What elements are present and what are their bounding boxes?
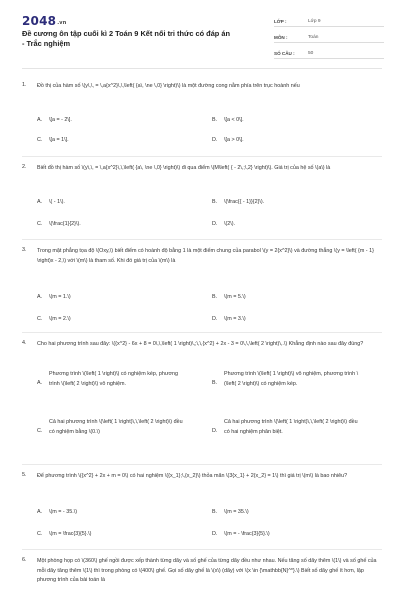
question-5 [22,472,382,544]
header-divider [22,68,382,69]
option-text: Cả hai phương trình \(\left( 1 \right)\,\,\left( 2 \right)\) đều có hai nghiệm phân biệt. [224,419,358,435]
question-text: Cho hai phương trình sau đây: \({x^2} - 6x + 8 = 0\,\,\left( 1 \right)\,;\,\,{x^2} + 2x - 3 = 0\,\,\left( 2 \right)\,.\) Khẳng định nào sau đây đúng? [37,341,364,347]
option-text: \[a > 0\]. [224,137,244,143]
option-text: \(m = - \frac{3}{5}.\) [224,531,270,537]
option-text: \[a = 1\]. [49,137,69,143]
option-letter: A. [37,509,43,515]
meta-row-subject [274,30,384,43]
option-letter: C. [37,428,43,434]
option-letter: A. [37,117,43,123]
meta-table [274,14,384,62]
option-text: \(m = 35.\) [224,509,249,515]
question-3 [22,247,382,329]
meta-row-count [274,46,384,59]
document-header [22,14,382,64]
question-6 [22,557,382,600]
question-number: 5. [22,472,27,478]
question-number: 1. [22,82,27,88]
question-1 [22,82,382,154]
option-text: \[a = - 2\]. [49,117,72,123]
option-letter: D. [212,428,218,434]
question-divider [22,332,382,333]
option-letter: B. [212,117,218,123]
option-letter: C. [37,531,43,537]
option-letter: A. [37,380,43,386]
question-number: 6. [22,557,27,563]
option-text: \(m = - 35.\) [49,509,78,515]
question-text: Trong mặt phẳng tọa độ \(Oxy,\) biết điểm có hoành độ bằng 1 là một điểm chung của parabol \(y = 2{x^2}\) và đường thẳng \(y = \left( {m - 1} \right)x - 2,\) với \(m\) là tham số. Khi đó giá trị của \(m\) là [37,248,374,264]
meta-key: SỐ CÂU : [274,51,295,56]
page-title: Đề cương ôn tập cuối kì 2 Toán 9 Kết nối tri thức có đáp án - Trắc nghiệm [22,29,230,48]
site-logo[interactable] [22,14,67,28]
option-letter: A. [37,199,43,205]
question-divider [22,549,382,550]
option-letter: D. [212,137,218,143]
question-4 [22,340,382,462]
meta-value: Lớp 9 [308,19,321,24]
option-letter: B. [212,509,218,515]
option-text: \( - 1\). [49,199,65,205]
option-text: \(\frac{1}{2}\). [49,221,81,227]
option-letter: A. [37,294,43,300]
question-text: Để phương trình \({x^2} + 2x + m = 0\) có hai nghiệm \({x_1};\,{x_2}\) thỏa mãn \(3{x_1} + 2{x_2} = 1\) thì giá trị \(m\) là bao nhiêu? [37,473,348,479]
option-text: \(m = 3.\) [224,316,246,322]
meta-key: LỚP : [274,19,287,24]
meta-value: Toán [308,35,319,40]
option-text: \(m = 2.\) [49,316,71,322]
question-divider [22,156,382,157]
meta-key: MÔN : [274,35,288,40]
option-letter: C. [37,137,43,143]
question-divider [22,464,382,465]
question-2 [22,164,382,236]
option-letter: B. [212,199,218,205]
question-text: Đồ thị của hàm số \(y\,\, = \,a{x^2}\,\,\left( {a\, \ne \,0} \right)\) là một đường cong nằm phía trên trục hoành nếu [37,83,300,89]
option-letter: B. [212,294,218,300]
meta-value: 50 [308,51,314,56]
option-text: \(m = 1.\) [49,294,71,300]
option-letter: C. [37,316,43,322]
option-letter: D. [212,221,218,227]
option-text: Phương trình \(\left( 1 \right)\) có nghiệm kép, phương trình \(\left( 2 \right)\) vô nghiệm. [49,371,179,387]
question-text: Biết đồ thị hàm số \(y\,\, = \,a{x^2}\,\,\left( {a\, \ne \,0} \right)\) đi qua điểm \(M\left( { - 2\,;\,2} \right)\). Giá trị của hệ số \(a\) là [37,165,331,171]
meta-row-class [274,14,384,27]
question-text: Một phòng họp có \(360\) ghế ngồi được xếp thành từng dãy và số ghế của từng dãy đều như nhau. Nếu tăng số dãy thêm \(1\) và số ghế của mỗi dãy tăng thêm \(1\) thì trong phòng có \(400\) ghế. Gọi số dãy ghế là \(x\) (dãy) với \(x \in {\mathbb{N}^*}.\) Biết số dãy ghế ít hơn, lập phương trình của bài toán là [37,558,377,583]
option-letter: D. [212,316,218,322]
option-letter: B. [212,380,218,386]
option-letter: D. [212,531,218,537]
option-text: Cả hai phương trình \(\left( 1 \right)\,\,\left( 2 \right)\) đều có nghiệm bằng \(0.\) [49,419,183,435]
option-text: \[a < 0\]. [224,117,244,123]
option-letter: C. [37,221,43,227]
logo-text: 2048 [22,14,57,28]
option-text: Phương trình \(\left( 1 \right)\) vô nghiệm, phương trình \(\left( 2 \right)\) có nghiệm kép. [224,371,359,387]
logo-suffix: .vn [57,20,67,26]
option-text: \(2\). [224,221,236,227]
question-divider [22,239,382,240]
option-text: \(\frac{{ - 1}}{2}\). [224,199,265,205]
option-text: \(m = 5.\) [224,294,246,300]
question-number: 3. [22,247,27,253]
option-text: \(m = \frac{3}{5}.\) [49,531,92,537]
question-number: 4. [22,340,27,346]
question-number: 2. [22,164,27,170]
